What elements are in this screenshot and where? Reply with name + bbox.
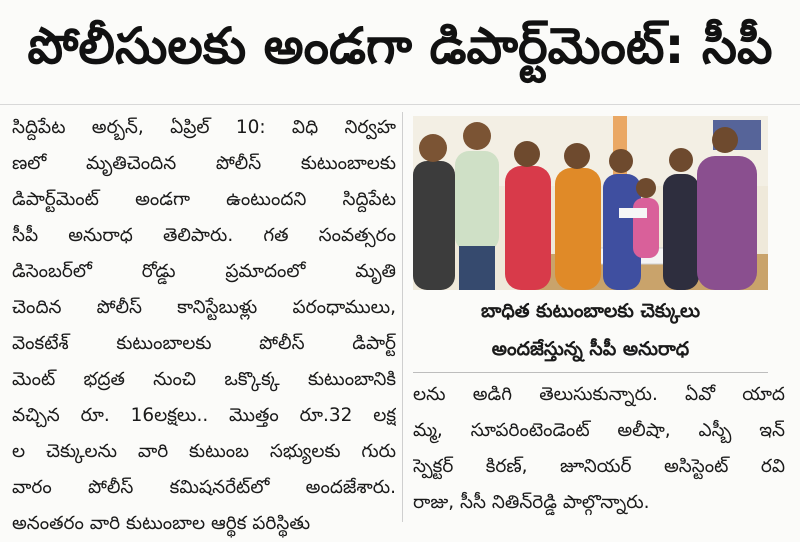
body-line: స్పెక్టర్‌ కిరణ్‌, జూనియర్‌ అసిస్టెంట్‌ రవి — [413, 456, 785, 477]
body-line: అనంతరం వారి కుటుంబాల ఆర్థిక పరిస్థితు — [12, 513, 311, 534]
caption-line: బాధిత కుటుంబాలకు చెక్కులు — [480, 300, 701, 322]
body-line: చెందిన పోలీస్‌ కానిస్టేబుళ్లు పరంధాములు, — [12, 297, 396, 318]
body-line: వెంకటేశ్‌ కుటుంబాలకు పోలీస్‌ డిపార్ట్‌ — [12, 333, 396, 354]
caption-line: అందజేస్తున్న సీపీ అనురాధ — [491, 338, 690, 360]
article-body-right — [413, 377, 785, 517]
article-body-left — [12, 110, 396, 534]
body-line: సిద్దిపేట అర్బన్‌, ఏప్రిల్‌ 10: విధి నిర్వహ — [12, 117, 396, 138]
photo-caption — [413, 292, 768, 373]
body-line: ణలో మృతిచెందిన పోలీస్‌ కుటుంబాలకు — [12, 153, 396, 174]
body-line: మెంట్‌ భద్రత నుంచి ఒక్కొక్క కుటుంబానికి — [12, 369, 396, 390]
column-divider — [402, 112, 403, 522]
body-line: ల చెక్కులను వారి కుటుంబ సభ్యులకు గురు — [12, 441, 396, 462]
body-line: రాజు, సీసీ నితిన్‌రెడ్డి పాల్గొన్నారు. — [413, 492, 650, 513]
news-photo — [413, 116, 768, 290]
body-line: వచ్చిన రూ. 16లక్షలు.. మొత్తం రూ.32 లక్ష — [12, 405, 396, 426]
headline: పోలీసులకు అండగా డిపార్ట్‌మెంట్‌: సీపీ — [0, 0, 800, 105]
body-line: సీపీ అనురాధ తెలిపారు. గత సంవత్సరం — [12, 225, 396, 246]
photo-illustration — [413, 116, 768, 290]
body-line: లను అడిగి తెలుసుకున్నారు. ఏవో యాద — [413, 384, 785, 405]
body-line: మ్మ, సూపరింటెండెంట్‌ అలీషా, ఎస్బీ ఇన్‌ — [413, 420, 785, 441]
body-line: డిపార్ట్‌మెంట్‌ అండగా ఉంటుందని సిద్దిపేట — [12, 189, 396, 210]
body-line: డిసెంబర్‌లో రోడ్డు ప్రమాదంలో మృతి — [12, 261, 396, 282]
body-line: వారం పోలీస్‌ కమిషనరేట్‌లో అందజేశారు. — [12, 477, 396, 498]
